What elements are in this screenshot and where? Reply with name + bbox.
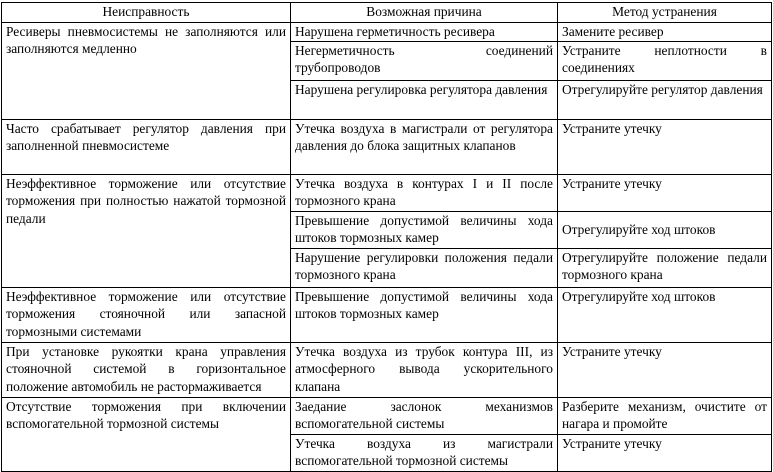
header-remedy: Метод устранения: [558, 3, 772, 23]
remedy-cell: Отрегулируйте ход штоков: [558, 288, 772, 343]
table-row: [2, 288, 772, 343]
fault-cell: При установке рукоятки крана управления стояночной системой в горизонтальное положение автомобиль не растормаживается: [2, 343, 291, 398]
cause-cell: Нарушена герметичность ресивера: [291, 23, 558, 42]
cause-cell: Заедание заслонок механизмов вспомогательной системы: [291, 398, 558, 435]
remedy-cell: Устраните утечку: [558, 435, 772, 472]
cause-cell: Негерметичность соединений трубопроводов: [291, 42, 558, 81]
remedy-cell: Замените ресивер: [558, 23, 772, 42]
fault-cell: Ресиверы пневмосистемы не заполняются или заполняются медленно: [2, 23, 291, 120]
table-row: [2, 175, 772, 212]
remedy-cell: Отрегулируйте регулятор давления: [558, 81, 772, 120]
cause-cell: Утечка воздуха из трубок контура III, из атмосферного вывода ускорительного клапана: [291, 343, 558, 398]
troubleshooting-table: [1, 2, 772, 472]
table-row: [2, 398, 772, 435]
table-row: [2, 120, 772, 175]
cause-cell: Утечка воздуха в магистрали от регулятора давления до блока защитных клапанов: [291, 120, 558, 175]
fault-cell: Часто срабатывает регулятор давления при заполненной пневмосистеме: [2, 120, 291, 175]
table-row: [2, 23, 772, 42]
remedy-cell: Устраните утечку: [558, 175, 772, 212]
remedy-cell: Разберите механизм, очистите от нагара и промойте: [558, 398, 772, 435]
remedy-cell: Отрегулируйте ход штоков: [558, 212, 772, 249]
fault-cell: Неэффективное торможение или отсутствие торможения при полностью нажатой тормозной педали: [2, 175, 291, 288]
remedy-cell: Устраните неплотности в соединениях: [558, 42, 772, 81]
cause-cell: Нарушение регулировки положения педали тормозного крана: [291, 249, 558, 288]
remedy-cell: Устраните утечку: [558, 343, 772, 398]
remedy-cell: Отрегулируйте положение педали тормозного крана: [558, 249, 772, 288]
table-row: [2, 343, 772, 398]
cause-cell: Превышение допустимой величины хода штоков тормозных камер: [291, 288, 558, 343]
header-fault: Неисправность: [2, 3, 291, 23]
cause-cell: Нарушена регулировка регулятора давления: [291, 81, 558, 120]
remedy-cell: Устраните утечку: [558, 120, 772, 175]
fault-cell: Отсутствие торможения при включении вспомогательной тормозной системы: [2, 398, 291, 472]
cause-cell: Утечка воздуха из магистрали вспомогательной тормозной системы: [291, 435, 558, 472]
header-row: [2, 3, 772, 23]
cause-cell: Утечка воздуха в контурах I и II после тормозного крана: [291, 175, 558, 212]
cause-cell: Превышение допустимой величины хода штоков тормозных камер: [291, 212, 558, 249]
fault-cell: Неэффективное торможение или отсутствие торможения стояночной или запасной тормозными системами: [2, 288, 291, 343]
header-cause: Возможная причина: [291, 3, 558, 23]
